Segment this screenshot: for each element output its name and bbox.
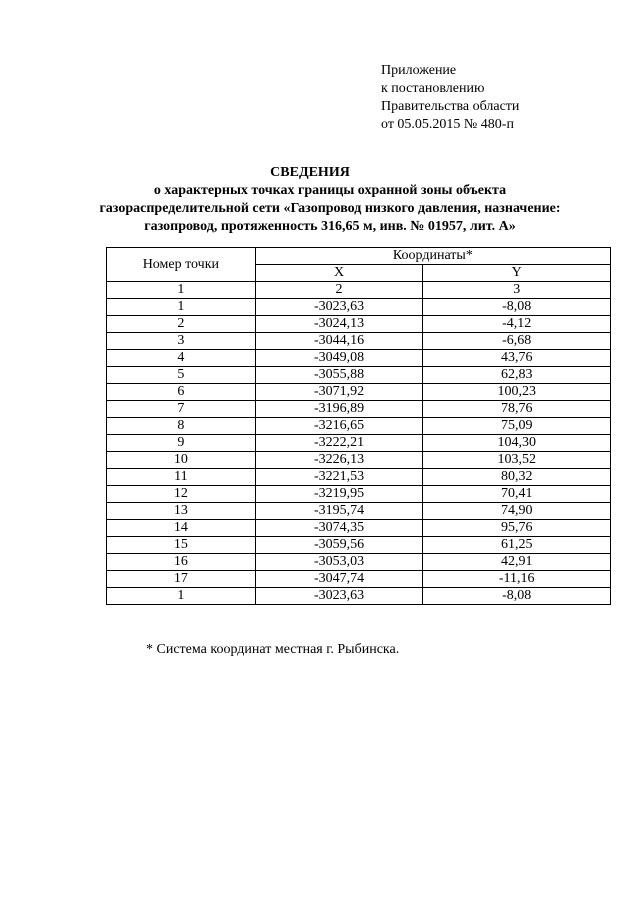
- cell-x: -3047,74: [255, 571, 423, 588]
- cell-y: 104,30: [423, 435, 611, 452]
- cell-y: 74,90: [423, 503, 611, 520]
- subtitle-line-2: газораспределительной сети «Газопровод низкого давления, назначение:: [99, 201, 561, 216]
- table-row: [107, 554, 611, 571]
- cell-point-number: 6: [107, 384, 256, 401]
- header-x: X: [255, 265, 423, 282]
- table-row: [107, 401, 611, 418]
- cell-x: -3044,16: [255, 333, 423, 350]
- table-row: [107, 486, 611, 503]
- document-title: СВЕДЕНИЯ: [270, 165, 350, 180]
- cell-x: -3023,63: [255, 299, 423, 316]
- cell-x: -3221,53: [255, 469, 423, 486]
- table-row: [107, 571, 611, 588]
- table-row: [107, 350, 611, 367]
- appendix-block: [381, 62, 519, 134]
- cell-x: -3071,92: [255, 384, 423, 401]
- table-row: [107, 469, 611, 486]
- cell-y: -6,68: [423, 333, 611, 350]
- cell-point-number: 17: [107, 571, 256, 588]
- cell-y: 78,76: [423, 401, 611, 418]
- table-row: [107, 537, 611, 554]
- table-row: [107, 316, 611, 333]
- cell-point-number: 16: [107, 554, 256, 571]
- cell-point-number: 7: [107, 401, 256, 418]
- table-row: [107, 435, 611, 452]
- cell-x: -3074,35: [255, 520, 423, 537]
- cell-x: -3024,13: [255, 316, 423, 333]
- cell-point-number: 1: [107, 588, 256, 605]
- cell-y: 70,41: [423, 486, 611, 503]
- header-coordinates: Координаты*: [255, 248, 610, 265]
- cell-y: -8,08: [423, 588, 611, 605]
- column-number-2: 2: [255, 282, 423, 299]
- cell-x: -3226,13: [255, 452, 423, 469]
- document-subtitle: [60, 182, 600, 236]
- header-y: Y: [423, 265, 611, 282]
- table-row: [107, 333, 611, 350]
- subtitle-line-3: газопровод, протяженность 316,65 м, инв. № 01957, лит. А»: [144, 219, 516, 234]
- cell-point-number: 1: [107, 299, 256, 316]
- column-number-1: 1: [107, 282, 256, 299]
- appendix-line-2: к постановлению: [381, 81, 485, 96]
- table-row: [107, 452, 611, 469]
- subtitle-line-1: о характерных точках границы охранной зоны объекта: [153, 183, 507, 198]
- cell-x: -3216,65: [255, 418, 423, 435]
- column-number-3: 3: [423, 282, 611, 299]
- cell-point-number: 9: [107, 435, 256, 452]
- cell-y: 42,91: [423, 554, 611, 571]
- cell-x: -3196,89: [255, 401, 423, 418]
- cell-y: 103,52: [423, 452, 611, 469]
- cell-point-number: 4: [107, 350, 256, 367]
- cell-point-number: 10: [107, 452, 256, 469]
- cell-y: 80,32: [423, 469, 611, 486]
- table-header-row: [107, 248, 611, 265]
- cell-point-number: 13: [107, 503, 256, 520]
- table-row: [107, 588, 611, 605]
- cell-point-number: 5: [107, 367, 256, 384]
- cell-point-number: 8: [107, 418, 256, 435]
- cell-x: -3222,21: [255, 435, 423, 452]
- cell-y: 61,25: [423, 537, 611, 554]
- cell-point-number: 2: [107, 316, 256, 333]
- cell-point-number: 3: [107, 333, 256, 350]
- cell-point-number: 14: [107, 520, 256, 537]
- table-row: [107, 520, 611, 537]
- table-body: [107, 299, 611, 605]
- table-row: [107, 503, 611, 520]
- cell-y: -8,08: [423, 299, 611, 316]
- cell-x: -3195,74: [255, 503, 423, 520]
- cell-y: -11,16: [423, 571, 611, 588]
- cell-x: -3219,95: [255, 486, 423, 503]
- appendix-line-3: Правительства области: [381, 99, 520, 114]
- cell-point-number: 15: [107, 537, 256, 554]
- table-row: [107, 384, 611, 401]
- cell-x: -3049,08: [255, 350, 423, 367]
- coordinates-table: [106, 247, 611, 605]
- cell-y: 43,76: [423, 350, 611, 367]
- cell-point-number: 11: [107, 469, 256, 486]
- cell-y: 62,83: [423, 367, 611, 384]
- cell-y: -4,12: [423, 316, 611, 333]
- footnote: * Система координат местная г. Рыбинска.: [146, 642, 400, 657]
- cell-x: -3053,03: [255, 554, 423, 571]
- cell-x: -3055,88: [255, 367, 423, 384]
- appendix-line-4: от 05.05.2015 № 480-п: [381, 117, 514, 132]
- header-point-number: Номер точки: [107, 248, 256, 282]
- cell-y: 95,76: [423, 520, 611, 537]
- cell-x: -3023,63: [255, 588, 423, 605]
- cell-point-number: 12: [107, 486, 256, 503]
- cell-y: 100,23: [423, 384, 611, 401]
- cell-y: 75,09: [423, 418, 611, 435]
- table-row: [107, 367, 611, 384]
- appendix-line-1: Приложение: [381, 63, 457, 78]
- table-row: [107, 418, 611, 435]
- table-column-numbers-row: [107, 282, 611, 299]
- table-row: [107, 299, 611, 316]
- cell-x: -3059,56: [255, 537, 423, 554]
